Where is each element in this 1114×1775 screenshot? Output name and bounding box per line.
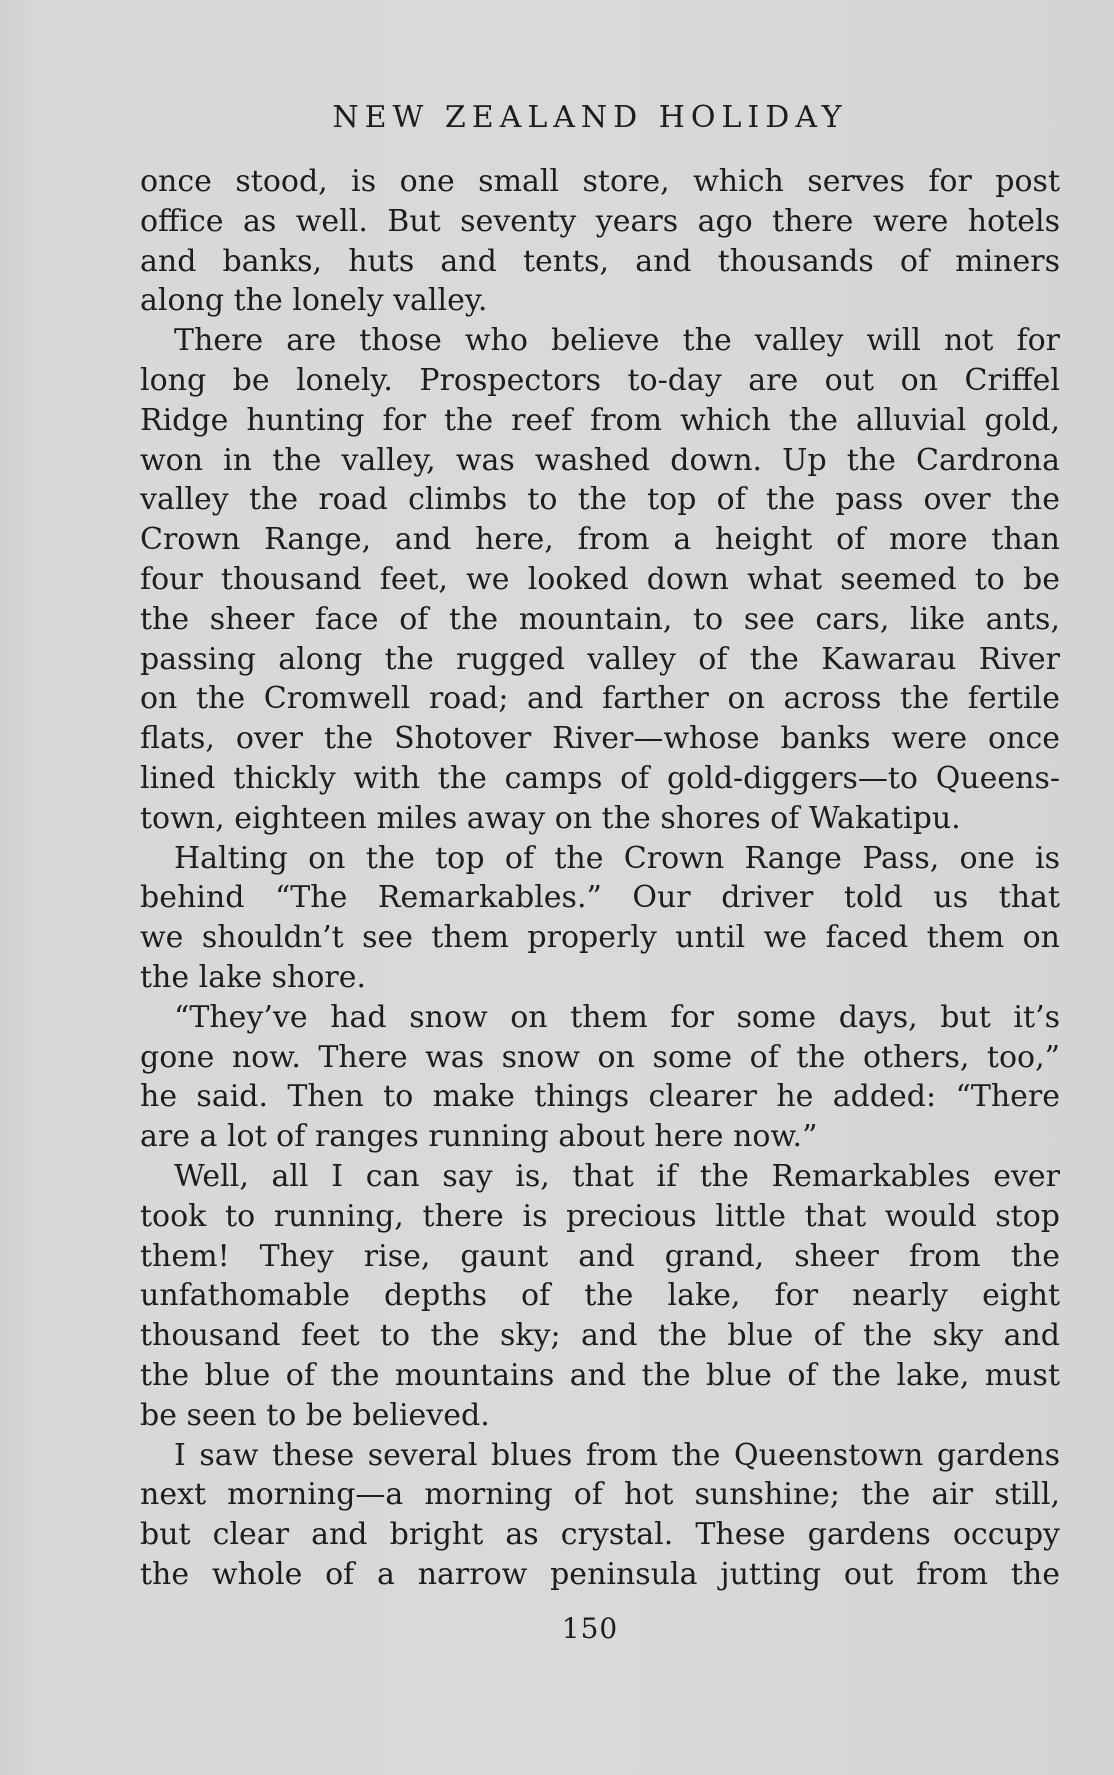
text-line: and banks, huts and tents, and thousands of miners <box>140 243 1060 279</box>
text-line: passing along the rugged valley of the Kawarau River <box>140 641 1060 677</box>
text-line: long be lonely. Prospectors to-day are out on Criffel <box>140 362 1060 398</box>
text-line: thousand feet to the sky; and the blue of the sky and <box>140 1318 1060 1354</box>
text-line: the whole of a narrow peninsula jutting out from the <box>140 1556 1060 1592</box>
text-line: lined thickly with the camps of gold-diggers—to Queens- <box>140 760 1060 796</box>
text-line: the blue of the mountains and the blue of the lake, must <box>140 1357 1060 1393</box>
text-line: four thousand feet, we looked down what seemed to be <box>140 561 1060 597</box>
text-line: the sheer face of the mountain, to see cars, like ants, <box>140 601 1060 637</box>
paragraph-first-line: Well, all I can say is, that if the Remarkables ever <box>174 1158 1060 1194</box>
text-line: along the lonely valley. <box>140 283 488 319</box>
text-line: flats, over the Shotover River—whose banks were once <box>140 721 1060 757</box>
text-line: town, eighteen miles away on the shores of Wakatipu. <box>140 800 961 836</box>
text-line: Ridge hunting for the reef from which the alluvial gold, <box>140 402 1060 438</box>
paragraph-first-line: I saw these several blues from the Queenstown gardens <box>174 1437 1060 1473</box>
running-head-title: NEW ZEALAND HOLIDAY <box>332 100 848 135</box>
text-line: next morning—a morning of hot sunshine; the air still, <box>140 1477 1060 1513</box>
text-line: on the Cromwell road; and farther on across the fertile <box>140 681 1060 717</box>
text-line: are a lot of ranges running about here now.” <box>140 1119 818 1155</box>
text-line: the lake shore. <box>140 959 367 995</box>
text-line: we shouldn’t see them properly until we faced them on <box>140 920 1060 956</box>
paragraph-first-line: “They’ve had snow on them for some days, but it’s <box>174 999 1060 1035</box>
paragraph-first-line: Halting on the top of the Crown Range Pass, one is <box>174 840 1060 876</box>
text-line: Crown Range, and here, from a height of more than <box>140 522 1060 558</box>
text-line: once stood, is one small store, which serves for post <box>140 164 1060 199</box>
text-line: took to running, there is precious little that would stop <box>140 1198 1060 1234</box>
paragraph-first-line: There are those who believe the valley will not for <box>174 323 1060 359</box>
text-line: unfathomable depths of the lake, for nearly eight <box>140 1278 1060 1314</box>
text-line: gone now. There was snow on some of the others, too,” <box>140 1039 1060 1075</box>
page-number: 150 <box>561 1612 619 1645</box>
text-line: won in the valley, was washed down. Up the Cardrona <box>140 442 1060 478</box>
text-line: be seen to be believed. <box>140 1397 490 1433</box>
text-line: he said. Then to make things clearer he added: “There <box>140 1079 1060 1115</box>
body-text <box>140 162 1060 1595</box>
text-line: office as well. But seventy years ago there were hotels <box>140 203 1060 239</box>
text-line: but clear and bright as crystal. These gardens occupy <box>140 1517 1060 1553</box>
text-line: behind “The Remarkables.” Our driver told us that <box>140 880 1060 916</box>
text-line: them! They rise, gaunt and grand, sheer from the <box>140 1238 1060 1274</box>
text-line: valley the road climbs to the top of the pass over the <box>140 482 1060 518</box>
